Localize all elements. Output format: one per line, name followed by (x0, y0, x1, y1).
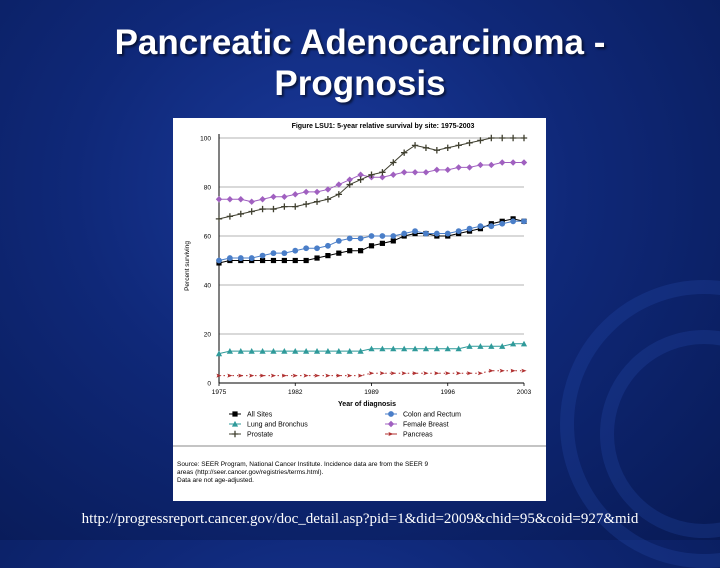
data-point (445, 167, 451, 173)
data-point (260, 253, 266, 259)
data-point (391, 371, 396, 375)
data-point (270, 206, 276, 212)
y-tick-label: 0 (207, 380, 211, 388)
data-point (347, 374, 352, 378)
data-point (499, 221, 505, 227)
data-point (423, 231, 429, 237)
data-point (249, 255, 255, 261)
data-point (369, 233, 375, 239)
data-point (434, 147, 440, 153)
data-point (477, 162, 483, 168)
data-point (434, 231, 440, 237)
legend (229, 411, 461, 438)
y-tick-label: 40 (203, 282, 211, 290)
title-line-1: Pancreatic Adenocarcinoma - (114, 23, 606, 62)
data-point (227, 213, 233, 219)
data-point (423, 145, 429, 151)
legend-marker (388, 421, 394, 427)
data-point (259, 206, 265, 212)
legend-item (229, 411, 273, 418)
data-point (391, 238, 396, 243)
data-point (358, 236, 364, 242)
data-point (303, 245, 309, 251)
data-point (216, 196, 222, 202)
data-point (271, 250, 277, 256)
data-point (445, 371, 450, 375)
data-point (499, 159, 505, 165)
data-point (227, 196, 233, 202)
data-point (336, 251, 341, 256)
data-point (445, 231, 451, 237)
data-point (456, 228, 462, 234)
data-point (445, 145, 451, 151)
data-point (248, 208, 254, 214)
data-point (270, 194, 276, 200)
data-point (423, 169, 429, 175)
data-point (303, 189, 309, 195)
data-point (358, 248, 363, 253)
source-line: Source: SEER Program, National Cancer Institute. Incidence data are from the SEER 9 (177, 461, 429, 468)
data-point (466, 164, 472, 170)
series-colon-and-rectum (216, 218, 527, 263)
legend-label: Colon and Rectum (403, 411, 461, 419)
data-point (303, 201, 309, 207)
legend-label: Prostate (247, 431, 274, 439)
series-lung-and-bronchus (216, 341, 527, 357)
data-point (282, 258, 287, 263)
data-point (357, 176, 363, 182)
data-point (259, 196, 265, 202)
data-point (325, 243, 331, 249)
data-point (325, 374, 330, 378)
data-point (488, 162, 494, 168)
x-tick-label: 1975 (211, 389, 227, 396)
data-point (412, 142, 418, 148)
x-tick-label: 1989 (364, 389, 379, 396)
data-point (369, 243, 374, 248)
data-point (488, 223, 494, 229)
data-point (249, 374, 254, 378)
legend-label: Lung and Bronchus (247, 421, 308, 429)
data-point (271, 374, 276, 378)
data-point (292, 203, 298, 209)
data-point (488, 135, 494, 141)
legend-item (229, 421, 308, 429)
legend-item (229, 431, 273, 439)
y-axis-label: Percent surviving (184, 241, 191, 291)
legend-marker (388, 411, 394, 417)
data-point (412, 228, 418, 234)
y-tick-label: 80 (203, 184, 211, 192)
series (216, 135, 527, 378)
data-point (456, 371, 461, 375)
data-point (248, 199, 254, 205)
data-point (281, 250, 287, 256)
data-point (423, 371, 428, 375)
chart-title: Figure LSU1: 5-year relative survival by site: 1975-2003 (291, 123, 475, 130)
data-point (510, 135, 516, 141)
data-point (292, 248, 298, 254)
data-point (314, 189, 320, 195)
data-point (260, 258, 265, 263)
data-point (401, 169, 407, 175)
data-point (510, 218, 516, 224)
series-female-breast (216, 159, 527, 205)
data-point (401, 231, 407, 237)
data-point (500, 369, 505, 373)
source-line: Data are not age-adjusted. (177, 477, 254, 484)
source-url: http://progressreport.cancer.gov/doc_detail.asp?pid=1&did=2009&chid=95&coid=927&mid (81, 511, 639, 527)
y-tick-label: 100 (200, 135, 211, 143)
data-point (521, 369, 526, 373)
data-point (293, 374, 298, 378)
y-tick-label: 60 (203, 233, 211, 241)
data-point (390, 233, 396, 239)
data-point (455, 142, 461, 148)
data-point (521, 135, 527, 141)
x-tick-label: 2003 (516, 389, 532, 396)
data-point (304, 374, 309, 378)
data-point (227, 255, 233, 261)
source-note (177, 461, 428, 484)
x-tick-label: 1982 (288, 389, 303, 396)
legend-marker (232, 411, 237, 416)
data-point (281, 194, 287, 200)
data-point (412, 169, 418, 175)
legend-item (385, 421, 449, 429)
data-point (281, 203, 287, 209)
data-point (380, 371, 385, 375)
data-point (521, 159, 527, 165)
data-point (499, 135, 505, 141)
y-tick-label: 20 (203, 331, 211, 339)
legend-marker (232, 431, 238, 437)
source-line: areas (http://seer.cancer.gov/registries/terms.html). (177, 469, 324, 476)
data-point (434, 167, 440, 173)
data-point (271, 258, 276, 263)
chart-figure (173, 118, 546, 501)
data-point (325, 196, 331, 202)
data-point (380, 241, 385, 246)
data-point (216, 216, 222, 222)
data-point (455, 164, 461, 170)
data-point (510, 159, 516, 165)
slide-title (0, 22, 720, 104)
data-point (347, 236, 353, 242)
data-point (238, 196, 244, 202)
legend-item (385, 432, 433, 439)
data-point (293, 258, 298, 263)
title-line-2: Prognosis (274, 64, 446, 103)
data-point (402, 371, 407, 375)
data-point (467, 226, 473, 232)
x-axis-label: Year of diagnosis (338, 401, 396, 408)
series-pancreas (216, 369, 526, 378)
data-point (238, 255, 244, 261)
legend-item (385, 411, 461, 418)
data-point (478, 223, 484, 229)
survival-chart (173, 118, 546, 501)
data-point (478, 371, 483, 375)
data-point (347, 248, 352, 253)
data-point (314, 374, 319, 378)
data-point (314, 245, 320, 251)
data-point (466, 140, 472, 146)
data-point (292, 191, 298, 197)
series-line (219, 163, 524, 202)
data-point (304, 258, 309, 263)
data-point (314, 255, 319, 260)
data-point (379, 233, 385, 239)
data-point (325, 253, 330, 258)
x-tick-label: 1996 (440, 389, 455, 396)
data-point (521, 218, 527, 224)
legend-label: Female Breast (403, 421, 449, 429)
data-point (238, 211, 244, 217)
data-point (238, 374, 243, 378)
legend-label: Pancreas (403, 431, 433, 439)
data-point (314, 199, 320, 205)
axes (200, 134, 531, 396)
data-point (216, 258, 222, 264)
legend-label: All Sites (247, 411, 273, 419)
data-point (369, 371, 374, 375)
data-point (336, 238, 342, 244)
data-point (390, 172, 396, 178)
